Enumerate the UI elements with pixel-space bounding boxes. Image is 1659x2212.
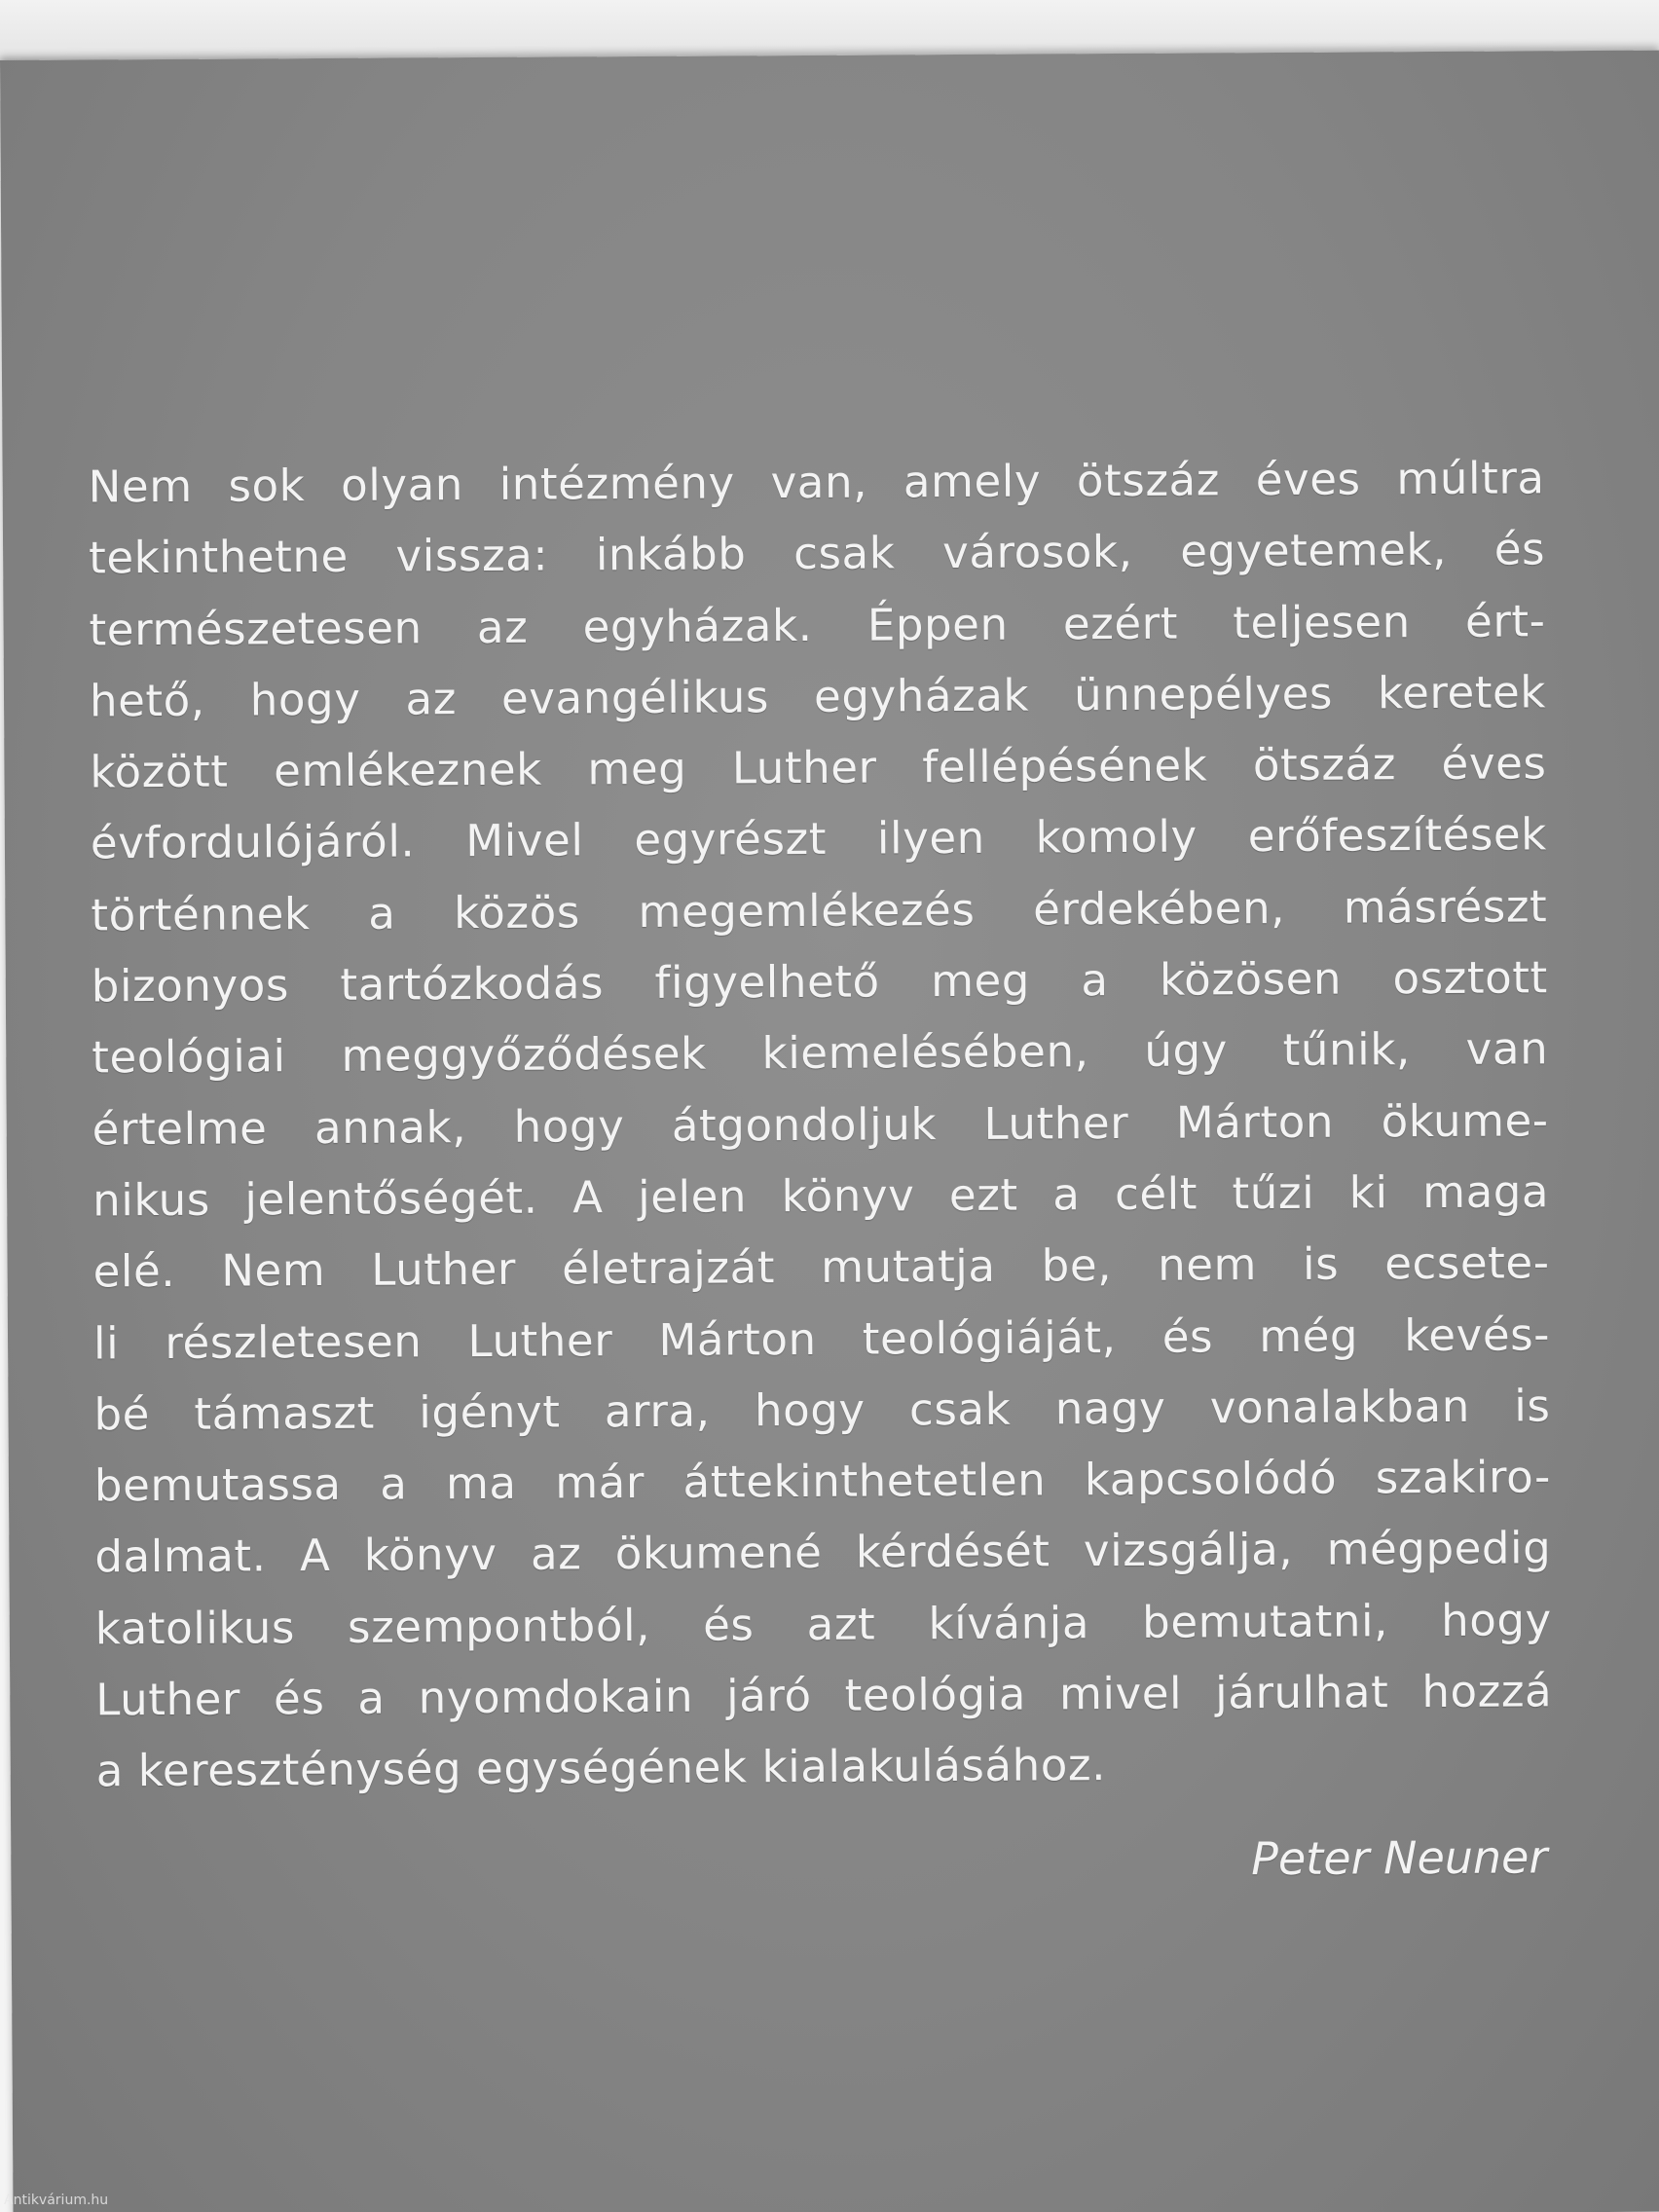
blurb-line: évfordulójáról. Mivel egyrészt ilyen komoly erőfeszítések	[90, 808, 1548, 869]
blurb-text	[88, 442, 1552, 1807]
blurb-line: tekinthetne vissza: inkább csak városok, egyetemek, és	[88, 523, 1546, 584]
book-back-cover	[0, 51, 1659, 2212]
blurb-line: között emlékeznek meg Luther fellépésének ötszáz éves	[90, 737, 1547, 798]
blurb-line: dalmat. A könyv az ökumené kérdését vizsgálja, mégpedig	[94, 1522, 1552, 1583]
blurb-line: értelme annak, hogy átgondoljuk Luther Márton ökume-	[92, 1093, 1549, 1156]
blurb-line: li részletesen Luther Márton teológiáját, és még kevés-	[92, 1308, 1551, 1369]
blurb-line: természetesen az egyházak. Éppen ezért teljesen ért-	[89, 594, 1546, 656]
watermark: Antikvárium.hu	[4, 2193, 109, 2208]
blurb-line: történnek a közös megemlékezés érdekében, másrészt	[91, 880, 1548, 941]
blurb-line: hető, hogy az evangélikus egyházak ünnepélyes keretek	[89, 666, 1547, 727]
blurb-line: teológiai meggyőződések kiemelésében, úgy tűnik, van	[92, 1022, 1549, 1084]
blurb-line: Nem sok olyan intézmény van, amely ötszáz éves múltra	[88, 452, 1545, 513]
blurb-line: bé támaszt igényt arra, hogy csak nagy vonalakban is	[93, 1380, 1551, 1441]
blurb-line: katolikus szempontból, és azt kívánja bemutatni, hogy	[94, 1594, 1552, 1655]
blurb-line: bemutassa a ma már áttekinthetetlen kapcsolódó szakiro-	[93, 1451, 1552, 1512]
blurb-line: bizonyos tartózkodás figyelhető meg a közösen osztott	[91, 951, 1548, 1013]
blurb-line: nikus jelentőségét. A jelen könyv ezt a célt tűzi ki maga	[92, 1165, 1550, 1227]
author-name: Peter Neuner	[1250, 1830, 1548, 1886]
blurb-line: a kereszténység egységének kialakulásához.	[95, 1739, 1107, 1797]
blurb-line: elé. Nem Luther életrajzát mutatja be, nem is ecsete-	[92, 1236, 1550, 1298]
blurb-line: Luther és a nyomdokain járó teológia mivel járulhat hozzá	[95, 1665, 1553, 1726]
